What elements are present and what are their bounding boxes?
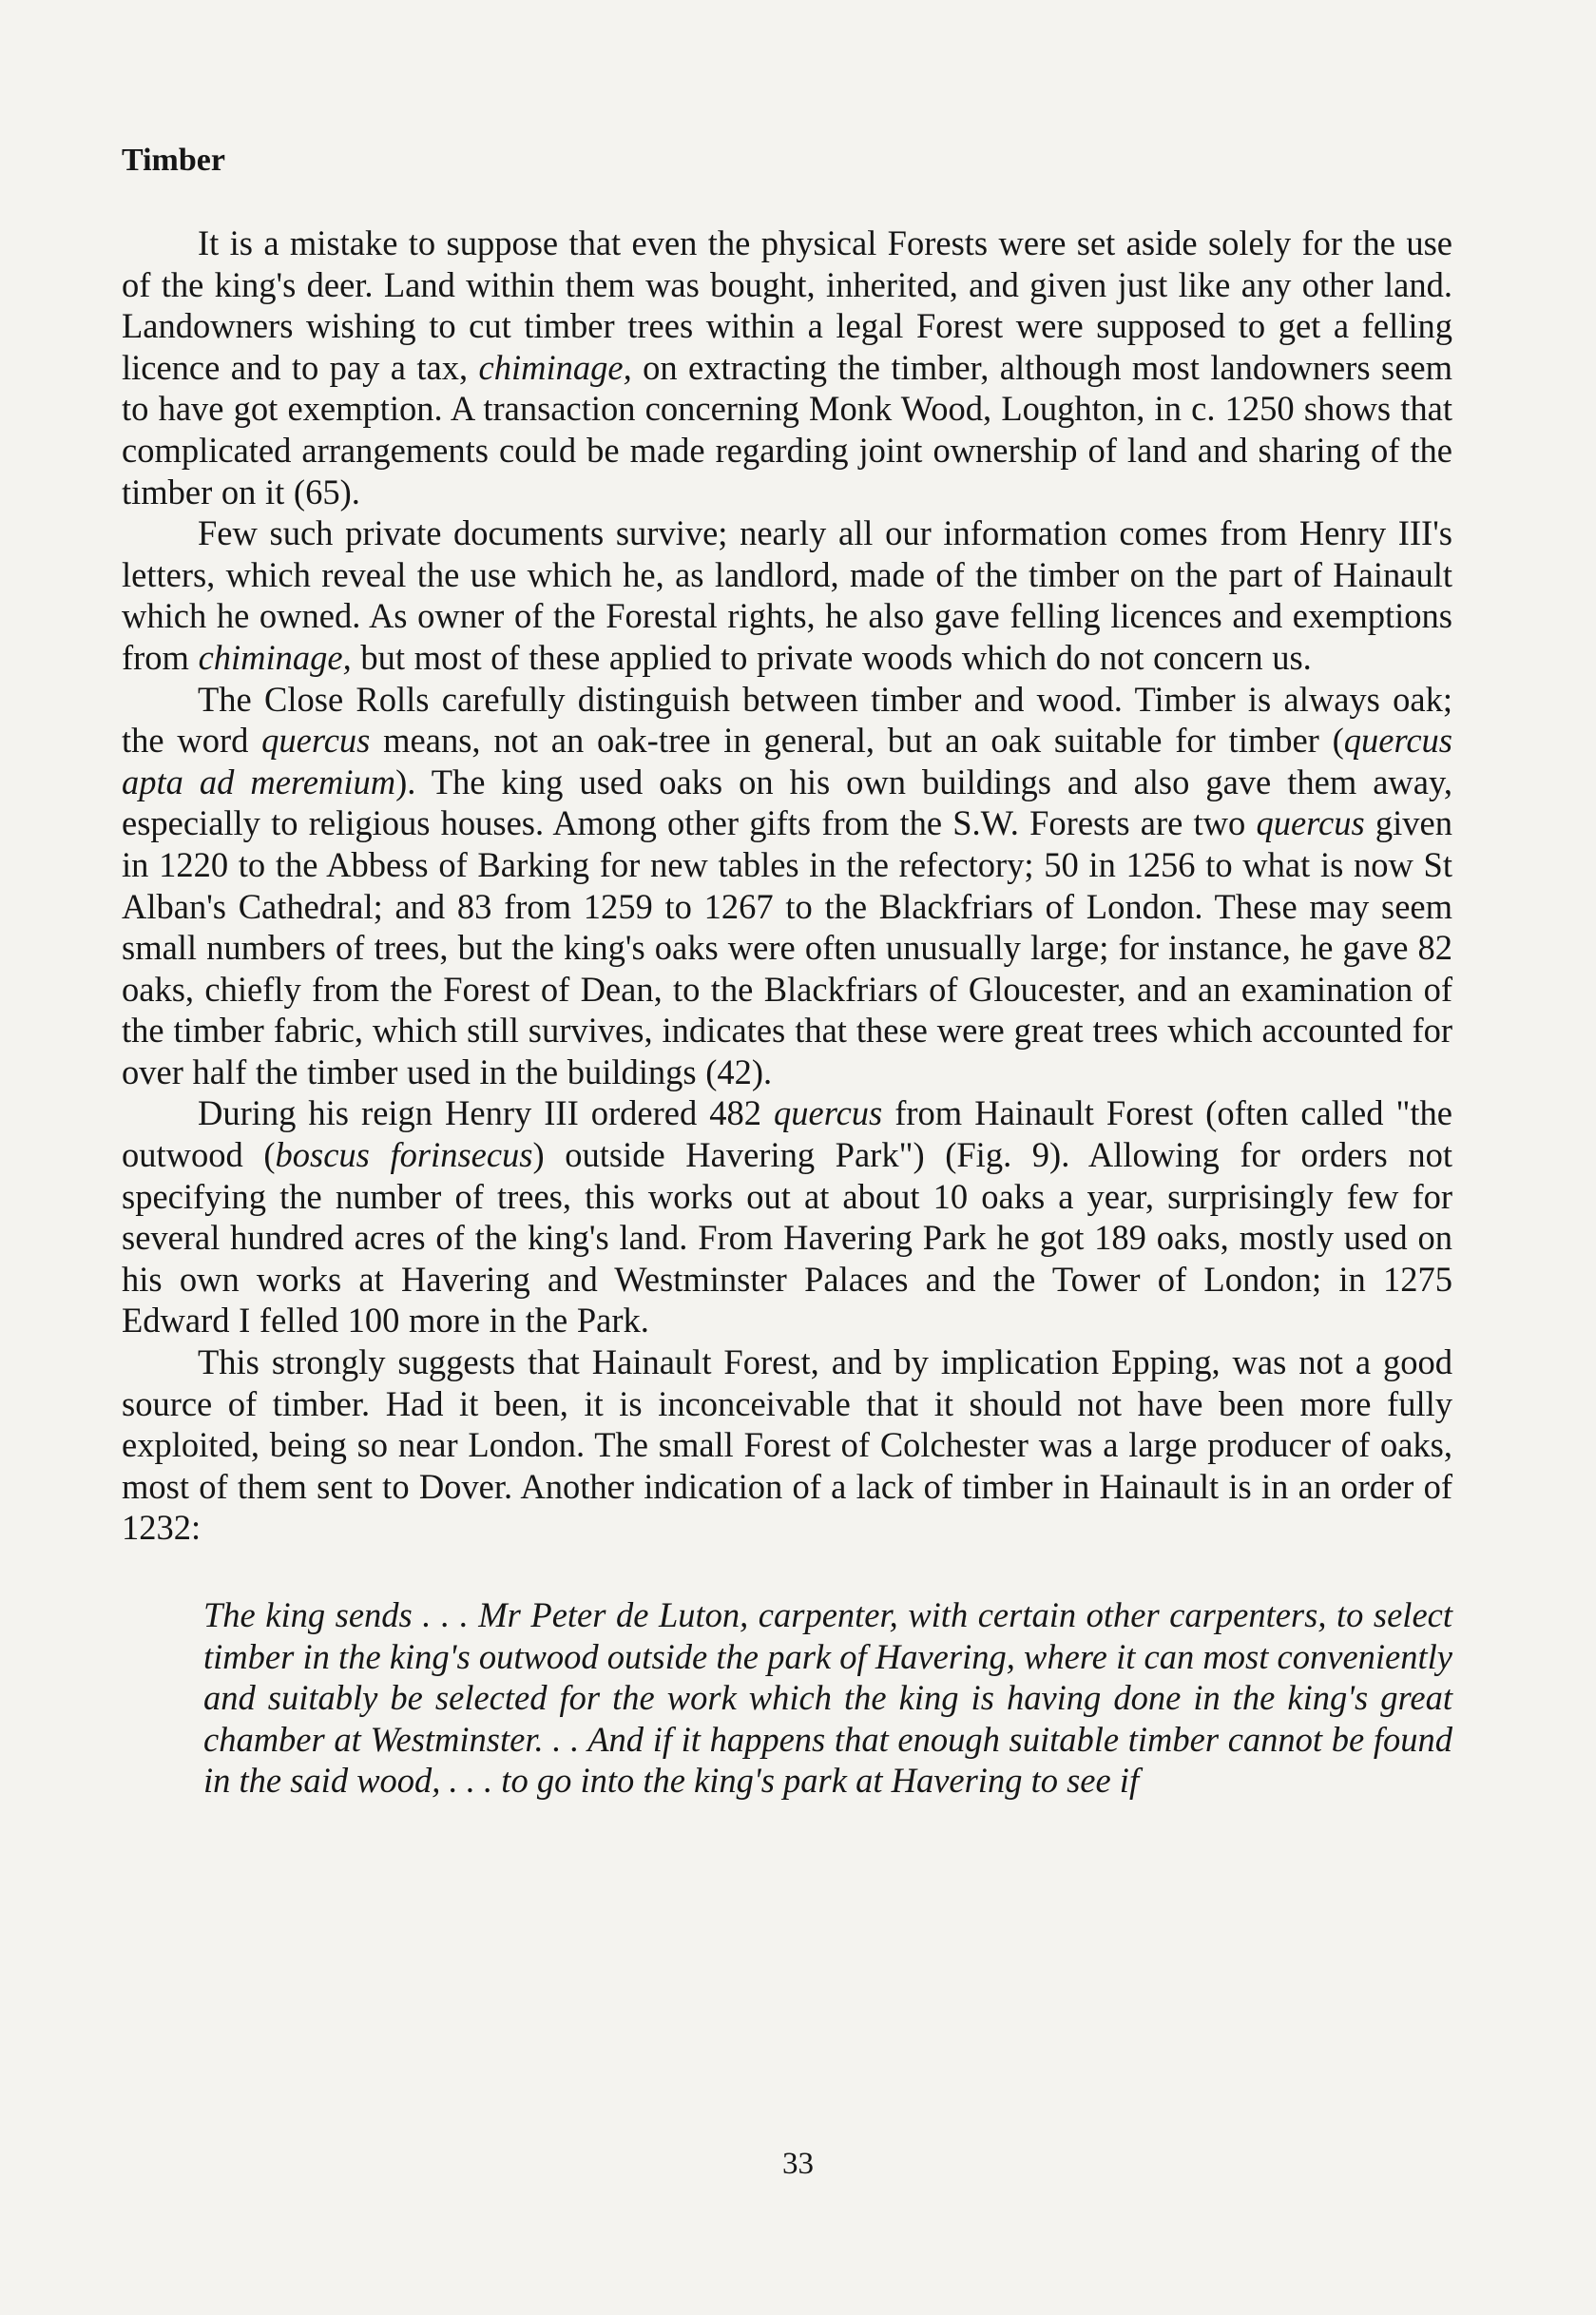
italic-term: quercus [774,1093,883,1133]
italic-term: chiminage, [478,347,632,387]
paragraph-2: Few such private documents survive; nearly all our information comes from Henry III's letters, which reveal the use which he, as landlord, made of the timber on the part of Hainault which he owned. As owner of the Forestal rights, he also gave felling licences and exemptions from chiminage, but most of these applied to private woods which do not concern us. [122,513,1452,677]
italic-term: quercus [261,721,371,761]
italic-term: boscus forinsecus [275,1135,533,1175]
paragraph-1: It is a mistake to suppose that even the physical Forests were set aside solely for the use of the king's deer. Land within them was bought, inherited, and given just like any other land. Landowners wishing to cut timber trees within a legal Forest were supposed to get a felling licence and to pay a tax, chiminage, on extracting the timber, although most landowners seem to have got exemption. A transaction concerning Monk Wood, Loughton, in c. 1250 shows that complicated arrangements could be made regarding joint ownership of land and sharing of the timber on it (65). [122,223,1452,511]
paragraph-4: During his reign Henry III ordered 482 quercus from Hainault Forest (often called "the outwood (boscus forinsecus) outside Havering Park") (Fig. 9). Allowing for orders not specifying the number of trees, this works out at about 10 oaks a year, surprisingly few for several hundred acres of the king's land. From Havering Park he got 189 oaks, mostly used on his own works at Havering and Westminster Palaces and the Tower of London; in 1275 Edward I felled 100 more in the Park. [122,1093,1452,1341]
section-heading: Timber [122,143,225,178]
paragraph-5: This strongly suggests that Hainault Forest, and by implication Epping, was not a good source of timber. Had it been, it is inconceivable that it should not have been more fully exploited, being so near London. The small Forest of Colchester was a large producer of oaks, most of them sent to Dover. Another indication of a lack of timber in Hainault is in an order of 1232: [122,1342,1452,1548]
block-quote: The king sends . . . Mr Peter de Luton, carpenter, with certain other carpenters, to select timber in the king's outwood outside the park of Havering, where it can most conveniently and suitably be selected for the work which the king is having done in the king's great chamber at Westminster. . . And if it happens that enough suitable timber cannot be found in the said wood, . . . to go into the king's park at Havering to see if [203,1595,1452,1801]
italic-term: quercus apta ad meremium [122,721,1452,801]
italic-term: quercus [1256,803,1365,843]
paragraph-3: The Close Rolls carefully distinguish between timber and wood. Timber is always oak; the word quercus means, not an oak-tree in general, but an oak suitable for timber (quercus apta ad meremium). The king used oaks on his own buildings and also gave them away, especially to religious houses. Among other gifts from the S.W. Forests are two quercus given in 1220 to the Abbess of Barking for new tables in the refectory; 50 in 1256 to what is now St Alban's Cathedral; and 83 from 1259 to 1267 to the Blackfriars of London. These may seem small numbers of trees, but the king's oaks were often unusually large; for instance, he gave 82 oaks, chiefly from the Forest of Dean, to the Blackfriars of Gloucester, and an examination of the timber fabric, which still survives, indicates that these were great trees which accounted for over half the timber used in the buildings (42). [122,679,1452,1091]
page-number: 33 [782,2147,814,2181]
italic-term: chiminage, [198,637,352,677]
page-body [122,143,1452,1802]
